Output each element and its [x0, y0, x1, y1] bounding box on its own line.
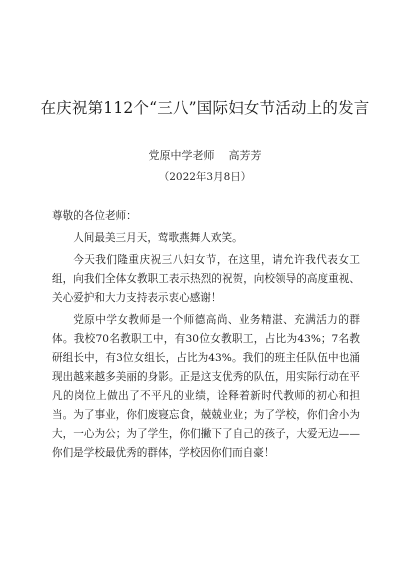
document-body — [52, 207, 360, 466]
paragraph: 今天我们隆重庆祝三八妇女节，在这里，请允许我代表女工组，向我们全体女教职工表示热烈的祝贺，向校领导的高度重视、关心爱护和大力支持表示衷心感谢！ — [52, 254, 360, 304]
author-organization: 党原中学老师 — [148, 149, 215, 162]
document-date: （2022年3月8日） — [158, 171, 252, 183]
paragraph: 党原中学女教师是一个师德高尚、业务精湛、充满活力的群体。我校70名教职工中，有30位女教职工，占比为43%；7名教研组长中，有3位女组长，占比为43%。我们的班主任队伍中也涌现出越来越多美丽的身影。正是这支优秀的队伍，用实际行动在平凡的岗位上做出了不平凡的业绩，诠释着新时代教师的初心和担当。为了事业，你们废寝忘食，兢兢业业；为了学校，你们舍小为大，一心为公；为了学生，你们撇下了自己的孩子，大爱无边——你们是学校最优秀的群体，学校因你们而自豪！ — [52, 314, 360, 459]
paragraph: 人间最美三月天，莺歌燕舞人欢笑。 — [73, 232, 243, 244]
author-line — [0, 148, 410, 164]
document-title: 在庆祝第112个“三八”国际妇女节活动上的发言 — [40, 99, 370, 117]
author-name: 高芳芳 — [228, 149, 262, 162]
greeting: 尊敬的各位老师： — [52, 210, 137, 222]
